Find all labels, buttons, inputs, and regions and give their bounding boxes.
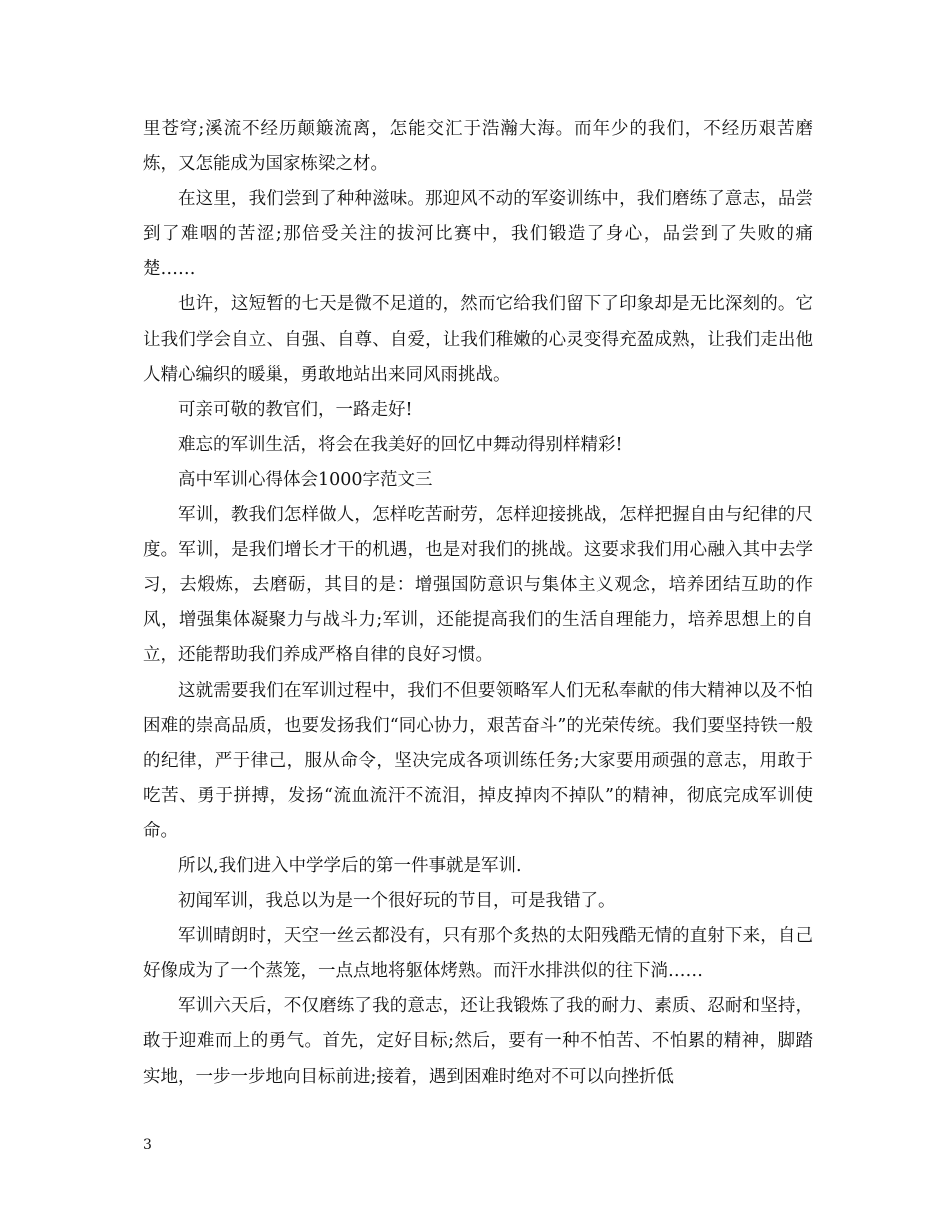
- paragraph: 在这里，我们尝到了种种滋味。那迎风不动的军姿训练中，我们磨练了意志，品尝到了难咽的苦涩;那倍受关注的拔河比赛中，我们锻造了身心，品尝到了失败的痛楚……: [143, 189, 813, 280]
- paragraph: 所以,我们进入中学学后的第一件事就是军训.: [178, 855, 522, 876]
- paragraph: 军训，教我们怎样做人，怎样吃苦耐劳，怎样迎接挑战，怎样把握自由与纪律的尺度。军训，是我们增长才干的机遇，也是对我们的挑战。这要求我们用心融入其中去学习，去煅炼，去磨砺，其目的是：增强国防意识与集体主义观念，培养团结互助的作风，增强集体凝聚力与战斗力;军训，还能提高我们的生活自理能力，培养思想上的自立，还能帮助我们养成严格自律的良好习惯。: [143, 505, 813, 666]
- paragraph: 初闻军训，我总以为是一个很好玩的节目，可是我错了。: [178, 891, 616, 912]
- paragraph: 也许，这短暂的七天是微不足道的，然而它给我们留下了印象却是无比深刻的。它让我们学会自立、自强、自尊、自爱，让我们稚嫩的心灵变得充盈成熟，让我们走出他人精心编织的暖巢，勇敢地站出来同风雨挑战。: [143, 294, 813, 385]
- paragraph: 可亲可敬的教官们，一路走好!: [178, 399, 413, 420]
- paragraph: 军训晴朗时，天空一丝云都没有，只有那个炙热的太阳残酷无情的直射下来，自己好像成为了一个蒸笼，一点点地将躯体烤熟。而汗水排洪似的往下淌……: [143, 926, 813, 982]
- paragraph: 军训六天后，不仅磨练了我的意志，还让我锻炼了我的耐力、素质、忍耐和坚持，敢于迎难而上的勇气。首先，定好目标;然后，要有一种不怕苦、不怕累的精神，脚踏实地，一步一步地向目标前进;接着，遇到困难时绝对不可以向挫折低: [143, 996, 813, 1087]
- paragraph: 难忘的军训生活，将会在我美好的回忆中舞动得别样精彩!: [178, 434, 623, 455]
- section-heading: 高中军训心得体会1000字范文三: [178, 469, 433, 490]
- page-number: 3: [143, 1137, 152, 1153]
- paragraph-continuation: 里苍穹;溪流不经历颠簸流离，怎能交汇于浩瀚大海。而年少的我们，不经历艰苦磨炼，又怎能成为国家栋梁之材。: [143, 119, 813, 175]
- paragraph: 这就需要我们在军训过程中，我们不但要领略军人们无私奉献的伟大精神以及不怕困难的崇高品质，也要发扬我们“同心协力，艰苦奋斗”的光荣传统。我们要坚持铁一般的纪律，严于律己，服从命令，坚决完成各项训练任务;大家要用顽强的意志，用敢于吃苦、勇于拼搏，发扬“流血流汗不流泪，掉皮掉肉不掉队”的精神，彻底完成军训使命。: [143, 680, 813, 841]
- document-body: [143, 112, 813, 1095]
